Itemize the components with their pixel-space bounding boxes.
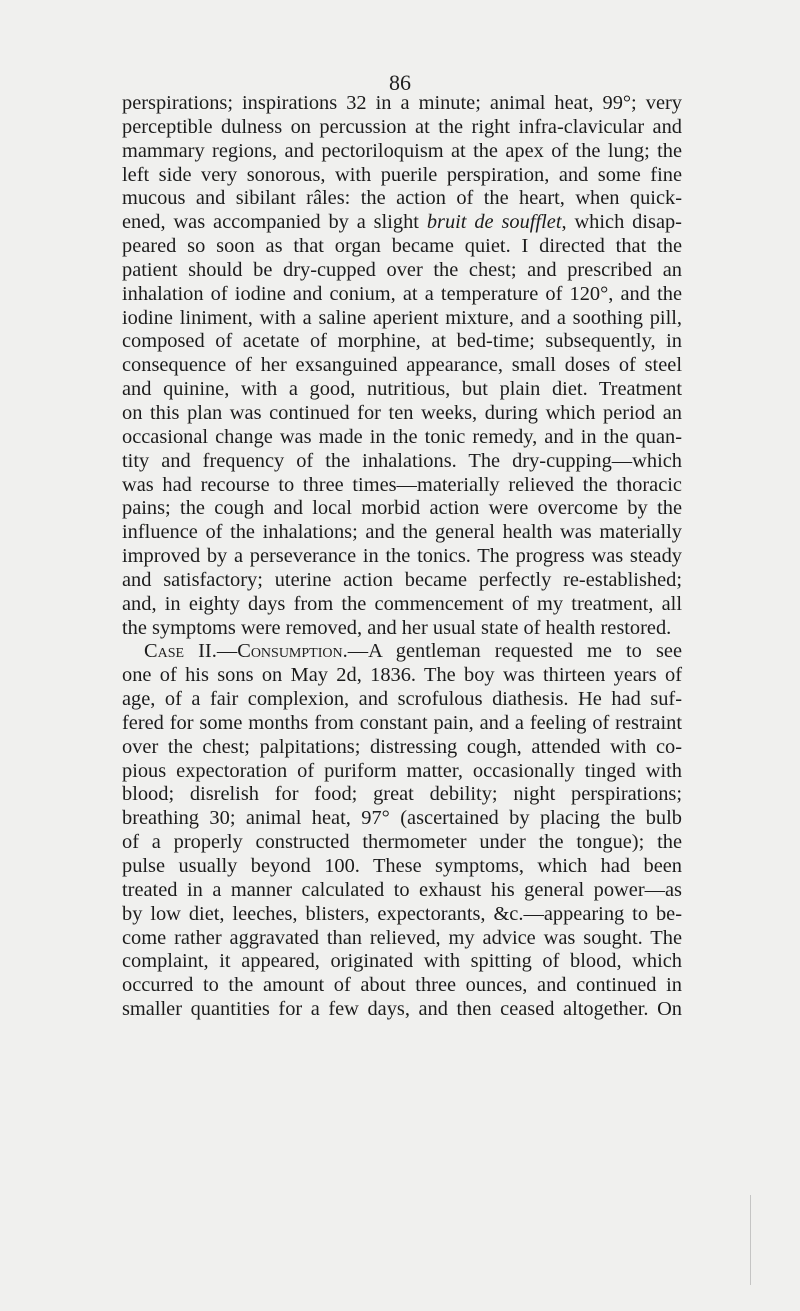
text-line: pious expectoration of puriform matter, occasionally tinged with — [122, 759, 682, 782]
text-line: composed of acetate of morphine, at bed-time; subsequently, in — [122, 330, 682, 353]
text-line-italic — [122, 211, 682, 235]
text-line: the symptoms were removed, and her usual state of health restored. — [122, 616, 672, 639]
text-line: was had recourse to three times—materially relieved the thoracic — [122, 473, 682, 496]
case-heading: Case II. — [144, 640, 217, 663]
text-line: and, in eighty days from the commencement of my treatment, all — [122, 592, 682, 615]
text-line: pulse usually beyond 100. These symptoms, which had been — [122, 855, 682, 877]
case-title: Consumption. — [237, 640, 348, 663]
text-line: perceptible dulness on percussion at the right infra-clavicular and — [122, 115, 682, 138]
text-line: occasional change was made in the tonic remedy, and in the quan- — [122, 425, 682, 448]
text-fragment: —A gentleman requested me to see — [347, 640, 683, 663]
text-line: improved by a perseverance in the tonics. The progress was steady — [122, 545, 682, 568]
text-line: tity and frequency of the inhalations. The dry-cupping—which — [122, 449, 682, 472]
text-line: consequence of her exsanguined appearance, small doses of steel — [122, 354, 682, 377]
text-line: iodine liniment, with a saline aperient mixture, and a soothing pill, — [122, 306, 682, 329]
text-line: one of his sons on May 2d, 1836. The boy was thirteen years of — [122, 664, 682, 687]
text-line: blood; disrelish for food; great debility; night perspirations; — [122, 783, 682, 806]
page-number: 86 — [389, 70, 411, 95]
text-line: occurred to the amount of about three ounces, and continued in — [122, 974, 682, 997]
text-fragment: , which disap- — [561, 211, 682, 234]
margin-line-mark — [750, 1195, 751, 1285]
case-heading-line — [122, 640, 682, 664]
dash: — — [216, 640, 238, 663]
text-line: perspirations; inspirations 32 in a minute; animal heat, 99°; very — [122, 92, 682, 114]
text-line: treated in a manner calculated to exhaust his general power—as — [122, 878, 682, 901]
text-line: mammary regions, and pectoriloquism at the apex of the lung; the — [122, 139, 682, 162]
text-line: inhalation of iodine and conium, at a temperature of 120°, and the — [122, 282, 682, 305]
text-line: complaint, it appeared, originated with spitting of blood, which — [122, 950, 682, 973]
italic-phrase: bruit de soufflet — [426, 211, 562, 234]
text-line: fered for some months from constant pain, and a feeling of restraint — [122, 711, 682, 734]
text-fragment: ened, was accompanied by a slight — [122, 211, 427, 234]
text-line: and satisfactory; uterine action became perfectly re-established; — [122, 568, 682, 591]
text-line: influence of the inhalations; and the general health was materially — [122, 521, 682, 544]
text-line: come rather aggravated than relieved, my advice was sought. The — [122, 926, 682, 949]
body-text — [122, 92, 682, 1022]
text-line: age, of a fair complexion, and scrofulous diathesis. He had suf- — [122, 688, 682, 711]
text-line: patient should be dry-cupped over the chest; and prescribed an — [122, 258, 682, 281]
text-line: on this plan was continued for ten weeks, during which period an — [122, 401, 682, 424]
text-line: breathing 30; animal heat, 97° (ascertained by placing the bulb — [122, 807, 682, 830]
text-line: pains; the cough and local morbid action were overcome by the — [122, 497, 682, 520]
text-line: left side very sonorous, with puerile perspiration, and some fine — [122, 163, 682, 186]
text-line: smaller quantities for a few days, and then ceased altogether. On — [122, 998, 682, 1021]
text-line: of a properly constructed thermometer under the tongue); the — [122, 831, 682, 854]
text-line: over the chest; palpitations; distressing cough, attended with co- — [122, 735, 682, 758]
text-line: mucous and sibilant râles: the action of the heart, when quick- — [122, 187, 682, 210]
text-line: and quinine, with a good, nutritious, but plain diet. Treatment — [122, 378, 682, 401]
text-line: by low diet, leeches, blisters, expectorants, &c.—appearing to be- — [122, 902, 682, 925]
text-line: peared so soon as that organ became quiet. I directed that the — [122, 235, 682, 258]
